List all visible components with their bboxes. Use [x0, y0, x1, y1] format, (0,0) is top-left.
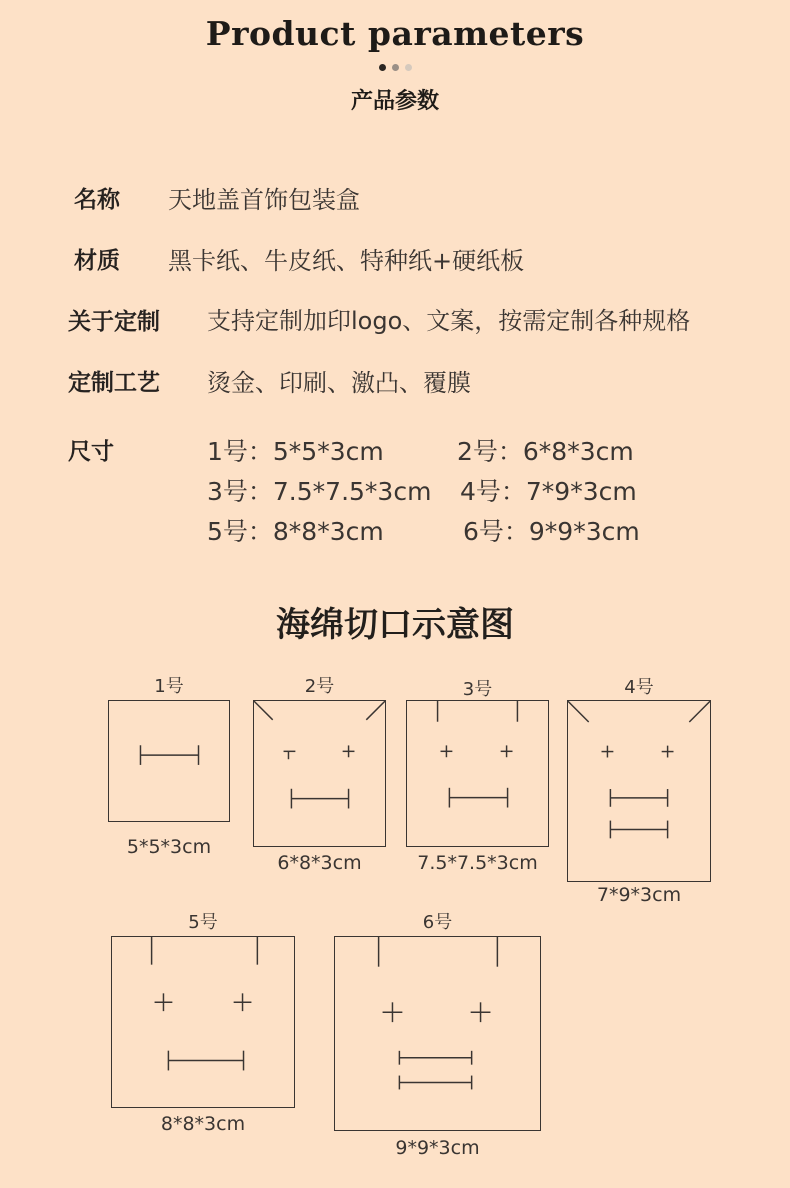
- param-material-label: 材质: [74, 248, 120, 274]
- param-custom-label: 关于定制: [68, 309, 160, 335]
- box-size-label: 7*9*3cm: [596, 884, 682, 906]
- param-name-value: 天地盖首饰包装盒: [168, 186, 360, 214]
- size-item: 1号：5*5*3cm: [207, 437, 384, 466]
- size-item: 4号：7*9*3cm: [460, 477, 637, 506]
- box-number: 4号: [624, 677, 654, 698]
- box-size-label: 8*8*3cm: [160, 1113, 246, 1135]
- size-item: 2号：6*8*3cm: [457, 437, 634, 466]
- box-number: 2号: [304, 676, 335, 697]
- decorative-dots: [0, 64, 790, 71]
- sponge-diagram-5: [111, 936, 295, 1108]
- cut-lines-icon: [407, 701, 548, 846]
- box-size-label: 7.5*7.5*3cm: [417, 852, 538, 874]
- box-number: 5号: [188, 912, 218, 933]
- dot-icon: [405, 64, 412, 71]
- param-custom-value: 支持定制加印logo、文案，按需定制各种规格: [207, 307, 691, 335]
- sponge-diagram-3: [406, 700, 549, 847]
- cut-lines-icon: [568, 701, 710, 881]
- box-size-label: 6*8*3cm: [277, 852, 362, 874]
- cut-lines-icon: [112, 937, 294, 1107]
- box-number: 1号: [154, 676, 184, 697]
- param-craft-value: 烫金、印刷、激凸、覆膜: [207, 369, 471, 397]
- box-size-label: 9*9*3cm: [395, 1137, 480, 1159]
- box-size-label: 5*5*3cm: [126, 836, 212, 858]
- sponge-diagram-4: [567, 700, 711, 882]
- dot-icon: [392, 64, 399, 71]
- sponge-diagram-6: [334, 936, 541, 1131]
- dot-icon: [379, 64, 386, 71]
- box-number: 6号: [422, 912, 453, 933]
- param-craft-label: 定制工艺: [68, 370, 160, 396]
- cut-lines-icon: [335, 937, 540, 1130]
- param-name-label: 名称: [74, 187, 120, 213]
- page-title-cn: 产品参数: [350, 89, 439, 114]
- size-item: 5号：8*8*3cm: [207, 517, 384, 546]
- size-item: 6号：9*9*3cm: [463, 517, 640, 546]
- size-item: 3号：7.5*7.5*3cm: [207, 477, 432, 506]
- cut-lines-icon: [254, 701, 385, 846]
- param-size-label: 尺寸: [68, 439, 114, 465]
- sponge-diagram-2: [253, 700, 386, 847]
- sponge-diagram-1: [108, 700, 230, 822]
- diagram-title: 海绵切口示意图: [276, 605, 514, 645]
- box-number: 3号: [462, 679, 493, 700]
- cut-lines-icon: [109, 701, 229, 821]
- page-title-en: Product parameters: [205, 14, 585, 53]
- param-material-value: 黑卡纸、牛皮纸、特种纸+硬纸板: [168, 247, 525, 275]
